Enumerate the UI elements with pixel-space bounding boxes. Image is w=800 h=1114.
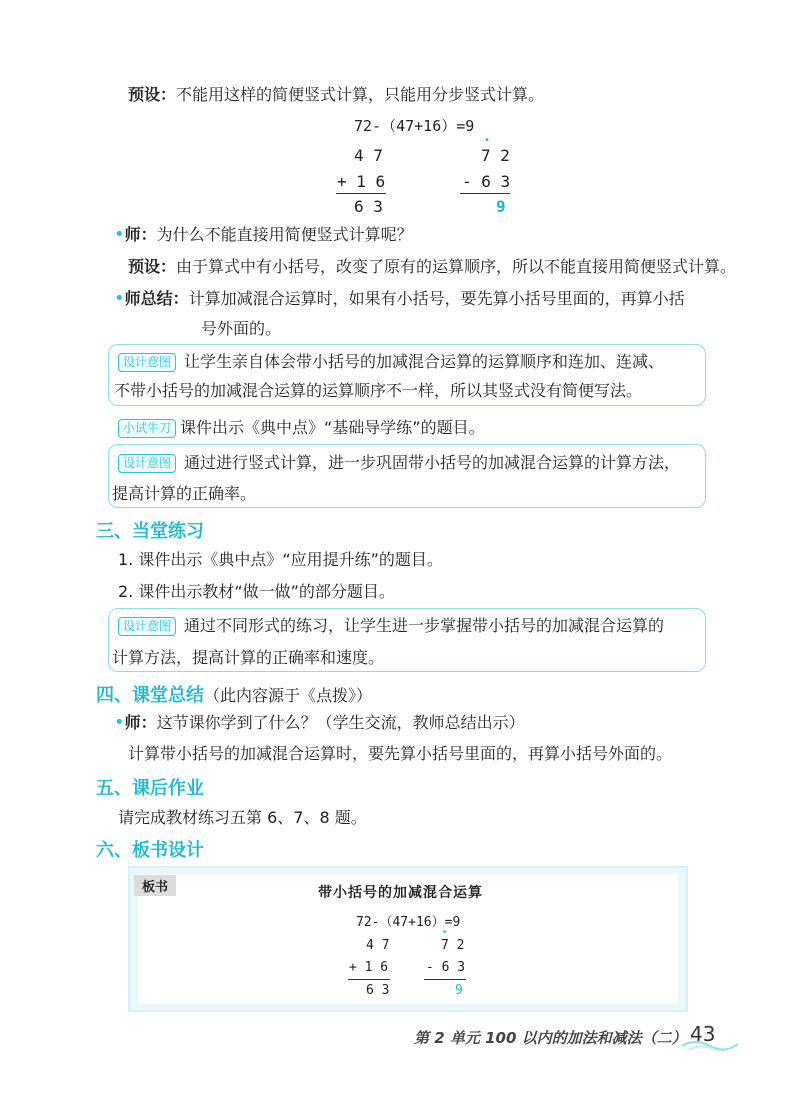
board-calc2-row1: 7 2 bbox=[441, 938, 465, 953]
board-calc1-row1: 4 7 bbox=[366, 938, 390, 953]
board-expression: 72-（47+16）=9 bbox=[356, 915, 461, 930]
design-intent-2-text1: 通过进行竖式计算，进一步巩固带小括号的加减混合运算的计算方法， bbox=[184, 453, 681, 472]
section-4-source: （此内容源于《点拨》） bbox=[204, 686, 373, 705]
preset-answer bbox=[128, 254, 736, 277]
section-4-teacher-label: 师： bbox=[124, 713, 157, 732]
borrow-dot: • bbox=[484, 135, 490, 146]
calc2-row1: 7 2 bbox=[481, 146, 510, 165]
calc1-row1: 4 7 bbox=[354, 146, 383, 165]
board-calc1-row2: + 1 6 bbox=[349, 960, 389, 975]
design-intent-tag: 设计意图 bbox=[118, 353, 176, 372]
section-3-item-2: 2. 课件出示教材“做一做”的部分题目。 bbox=[118, 582, 395, 601]
design-intent-2-text2: 提高计算的正确率。 bbox=[112, 484, 257, 503]
preset-answer-label: 预设： bbox=[128, 257, 177, 276]
calc2-row2: - 6 3 bbox=[462, 172, 511, 191]
section-5-title: 五、课后作业 bbox=[96, 778, 204, 799]
summary-text-1: 计算加减混合运算时，如果有小括号，要先算小括号里面的，再算小括 bbox=[188, 289, 685, 308]
board-calc2-line bbox=[424, 979, 466, 980]
section-4-teacher bbox=[114, 710, 525, 733]
wave-ornament-icon bbox=[680, 1032, 740, 1052]
calc-expression: 72-（47+16）=9 bbox=[354, 117, 475, 135]
board-calc1-line bbox=[348, 979, 390, 980]
calc1-result: 6 3 bbox=[354, 197, 383, 216]
footer-unit: 第 2 单元 100 以内的加法和减法（二） bbox=[414, 1029, 687, 1047]
design-intent-3-text2: 计算方法，提高计算的正确率和速度。 bbox=[112, 648, 385, 667]
section-4-heading bbox=[96, 681, 372, 707]
teacher-summary bbox=[114, 286, 685, 309]
preset-label: 预设： bbox=[128, 85, 177, 104]
try-it-text: 课件出示《典中点》“基础导学练”的题目。 bbox=[180, 418, 485, 437]
board-borrow-dot: • bbox=[442, 928, 448, 938]
board-calc2-row2: - 6 3 bbox=[426, 960, 466, 975]
try-it-line bbox=[118, 415, 485, 438]
board-tag: 板书 bbox=[134, 875, 176, 896]
board-calc1-result: 6 3 bbox=[366, 983, 390, 998]
design-intent-1-text2: 不带小括号的加减混合运算的运算顺序不一样，所以其竖式没有简便写法。 bbox=[114, 381, 643, 400]
preset-text: 不能用这样的简便竖式计算，只能用分步竖式计算。 bbox=[176, 85, 545, 104]
design-intent-tag: 设计意图 bbox=[118, 454, 176, 473]
board-calc2-result: 9 bbox=[455, 983, 463, 998]
summary-text-2: 号外面的。 bbox=[201, 319, 282, 338]
section-4-conclusion: 计算带小括号的加减混合运算时，要先算小括号里面的，再算小括号外面的。 bbox=[128, 744, 673, 763]
try-it-tag: 小试牛刀 bbox=[118, 419, 176, 438]
board-title: 带小括号的加减混合运算 bbox=[318, 885, 483, 901]
teacher-label: 师： bbox=[124, 225, 157, 244]
design-intent-3-line1 bbox=[118, 613, 664, 636]
calc2-result: 9 bbox=[496, 197, 506, 216]
calc1-line bbox=[336, 193, 386, 194]
section-4-title: 四、课堂总结 bbox=[96, 685, 204, 706]
design-intent-tag: 设计意图 bbox=[118, 617, 176, 636]
section-4-teacher-text: 这节课你学到了什么？（学生交流，教师总结出示） bbox=[156, 713, 525, 732]
design-intent-1-line1 bbox=[118, 349, 664, 372]
summary-label: 师总结： bbox=[124, 289, 189, 308]
teacher-question-text: 为什么不能直接用简便竖式计算呢？ bbox=[156, 225, 413, 244]
design-intent-1-text1: 让学生亲自体会带小括号的加减混合运算的运算顺序和连加、连减、 bbox=[184, 352, 665, 371]
section-5-text: 请完成教材练习五第 6、7、8 题。 bbox=[118, 808, 367, 827]
calc1-row2: + 1 6 bbox=[337, 172, 386, 191]
teacher-question bbox=[114, 222, 413, 245]
calc2-line bbox=[460, 193, 510, 194]
design-intent-3-text1: 通过不同形式的练习，让学生进一步掌握带小括号的加减混合运算的 bbox=[184, 616, 665, 635]
bullet-dot: • bbox=[114, 288, 125, 309]
design-intent-2-line1 bbox=[118, 450, 680, 473]
preset-answer-text: 由于算式中有小括号，改变了原有的运算顺序，所以不能直接用简便竖式计算。 bbox=[176, 257, 737, 276]
section-3-item-1: 1. 课件出示《典中点》“应用提升练”的题目。 bbox=[118, 550, 443, 569]
bullet-dot: • bbox=[114, 712, 125, 733]
preset-line bbox=[128, 82, 544, 105]
section-6-title: 六、板书设计 bbox=[96, 840, 204, 861]
bullet-dot: • bbox=[114, 224, 125, 245]
section-3-title: 三、当堂练习 bbox=[96, 521, 204, 542]
page-number: 43 bbox=[690, 1022, 716, 1046]
